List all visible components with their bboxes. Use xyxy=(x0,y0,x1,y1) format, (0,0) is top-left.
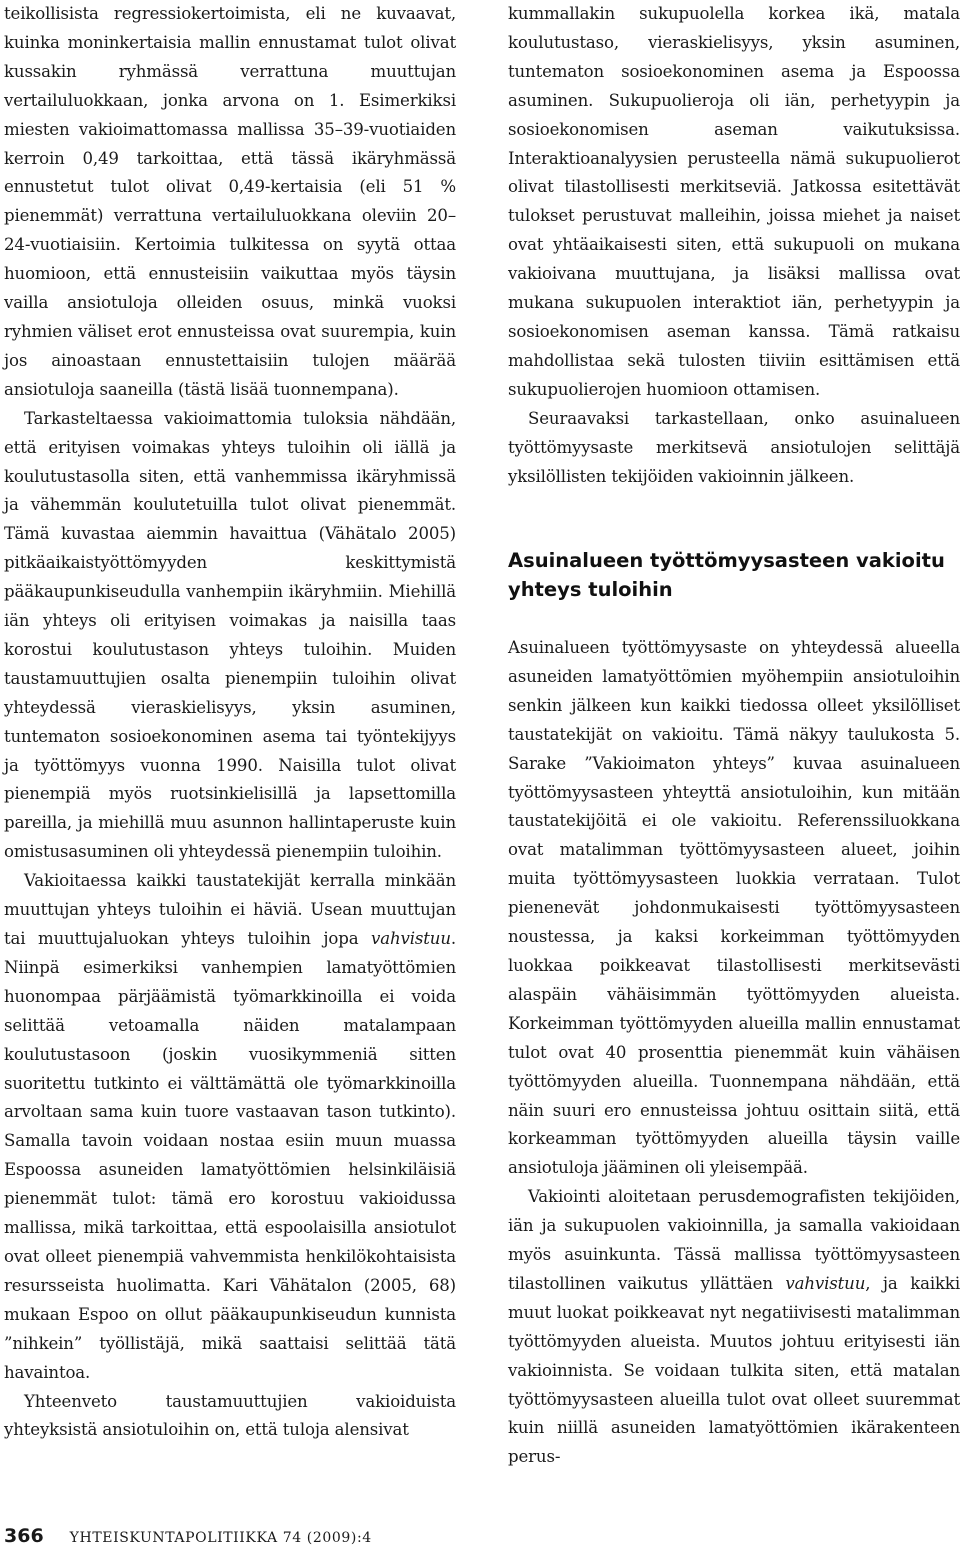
paragraph-text: . Niinpä esimerkiksi vanhempien lamatyöttömien huonompaa pärjäämistä työmarkkinoilla ei voida selittää vetoamalla näiden matalampaan koulutustasoon (joskin vuosikymmeniä sitten suoritettu tutkinto ei välttämättä ole työmarkkinoilla arvoltaan sama kuin tuore vastaavan tason tutkinto). Samalla tavoin voidaan nostaa esiin muun muassa Espoossa asuneiden lamatyöttömien helsinkiläisiä pienemmät tulot: tämä ero korostuu vakioidussa mallissa, mikä tarkoittaa, että espoolaisilla ansiotulot ovat olleet pienempiä vahvemmista henkilökohtaisista resursseista huolimatta. Kari Vähätalon (2005, 68) mukaan Espoo on ollut pääkaupunkiseudun kunnista ”nihkein” työllistäjä, mikä saattaisi selittää tätä havaintoa. xyxy=(4,929,456,1382)
emphasized-word: vahvistuu xyxy=(785,1273,866,1293)
paragraph-text: Vakiointi aloitetaan perusdemografisten tekijöiden, iän ja sukupuolen vakioinnilla, ja samalla vakioidaan myös asuinkunta. Tässä mallissa työttömyysasteen tilastollinen vaikutus yllättäen xyxy=(508,1187,960,1293)
paragraph: teikollisista regressiokertoimista, eli ne kuvaavat, kuinka moninkertaisia mallin ennustamat tulot olivat kussakin ryhmässä verrattuna muuttujan vertailuluokkaan, jonka arvona on 1. Esimerkiksi miesten vakioimattomassa mallissa 35–39-vuotiaiden kerroin 0,49 tarkoittaa, että tässä ikäryhmässä ennustetut tulot olivat 0,49-kertaisia (eli 51 % pienemmät) verrattuna vertailuluokkana oleviin 20–24-vuotiaisiin. Kertoimia tulkitessa on syytä ottaa huomioon, että ennusteisiin vaikuttaa myös täysin vailla ansiotuloja olleiden osuus, minkä vuoksi ryhmien väliset erot ennusteissa ovat suurempia, kuin jos ainoastaan ennustettaisiin tulojen määrää ansiotuloja saaneilla (tästä lisää tuonnempana). xyxy=(4,4,456,399)
paragraph: Seuraavaksi tarkastellaan, onko asuinalueen työttömyysaste merkitsevä ansiotulojen selittäjä yksilöllisten tekijöiden vakioinnin jälkeen. xyxy=(508,408,960,486)
section-heading: Asuinalueen työttömyysasteen vakioitu yhteys tuloihin xyxy=(508,549,945,601)
paragraph xyxy=(4,867,456,1387)
paragraph-text: Vakioitaessa kaikki taustatekijät kerralla minkään muuttujan yhteys tuloihin ei häviä. Usean muuttujan tai muuttujaluokan yhteys tuloihin jopa xyxy=(4,871,456,948)
paragraph: Tarkasteltaessa vakioimattomia tuloksia nähdään, että erityisen voimakas yhteys tuloihin oli iällä ja koulutustasolla siten, että vanhemmissa ikäryhmissä ja vähemmän koulutetuilla tulot olivat pienemmät. Tämä kuvastaa aiemmin havaittua (Vähätalo 2005) pitkäaikaistyöttömyyden keskittymistä pääkaupunkiseudulla vanhempiin ikäryhmiin. Miehillä iän yhteys oli erityisen voimakas ja naisilla taas korostui koulutustason yhteys tuloihin. Muiden taustamuuttujien osalta pienempiin tuloihin olivat yhteydessä vieraskielisyys, yksin asuminen, tuntematon sosioekonominen asema tai työntekijyys ja työttömyys vuonna 1990. Naisilla tulot olivat pienempiä myös ruotsinkielisillä ja lapsettomilla pareilla, ja miehillä muu asunnon hallintaperuste kuin omistusasuminen oli yhteydessä pienempiin tuloihin. xyxy=(4,408,456,862)
right-column-bottom xyxy=(508,634,960,1472)
paragraph xyxy=(508,1183,960,1472)
right-column-top xyxy=(508,0,960,491)
page-footer xyxy=(4,1525,372,1551)
emphasized-word: vahvistuu xyxy=(371,929,451,948)
paragraph: Yhteenveto taustamuuttujien vakioiduista yhteyksistä ansiotuloihin on, että tuloja alensivat xyxy=(4,1391,456,1440)
paragraph: kummallakin sukupuolella korkea ikä, matala koulutustaso, vieraskielisyys, yksin asuminen, tuntematon sosioekonominen asema ja Espoossa asuminen. Sukupuolieroja oli iän, perhetyypin ja sosioekonomisen aseman vaikutuksissa. Interaktioanalyysien perusteella nämä sukupuolierot olivat tilastollisesti merkitseviä. Jatkossa esitettävät tulokset perustuvat malleihin, joissa miehet ja naiset ovat yhtäaikaisesti siten, että sukupuoli on mukana vakioivana muuttujana, ja lisäksi mallissa ovat mukana sukupuolen interaktiot iän, perhetyypin ja sosioekonomisen aseman kanssa. Tämä ratkaisu mahdollistaa sekä tulosten tiiviin esittämisen että sukupuolierojen huomioon ottamisen. xyxy=(508,4,960,399)
paragraph-text: , ja kaikki muut luokat poikkeavat nyt negatiivisesti matalimman työttömyyden alueista. Muutos johtuu erityisesti iän vakioinnista. Se voidaan tulkita siten, että matalan työttömyysasteen alueilla tulot ovat olleet suuremmat kuin niillä asuneiden lamatyöttömien ikärakenteen perus- xyxy=(508,1273,960,1467)
paragraph: Asuinalueen työttömyysaste on yhteydessä alueella asuneiden lamatyöttömien myöhempiin ansiotuloihin senkin jälkeen kun kaikki tiedossa olleet yksilölliset taustatekijät on vakioitu. Tämä näkyy taulukosta 5. Sarake ”Vakioimaton yhteys” kuvaa asuinalueen työttömyysasteen yhteyttä ansiotuloihin, kun mitään taustatekijöitä ei ole vakioitu. Referenssiluokkana ovat matalimman työttömyysasteen alueet, joihin muita työttömyysasteen luokkia verrataan. Tulot pienenevät johdonmukaisesti työttömyysasteen noustessa, ja kaksi korkeimman työttömyyden luokkaa poikkeavat tilastollisesti merkitsevästi alaspäin vähäisimmän työttömyyden alueista. Korkeimman työttömyyden alueilla mallin ennustamat tulot ovat 40 prosenttia pienemmät kuin vähäisen työttömyyden alueilla. Tuonnempana nähdään, että näin suuri ero ennusteissa johtuu osittain siitä, että korkeamman työttömyyden alueilla täysin vaille ansiotuloja jääminen oli yleisempää. xyxy=(508,638,960,1178)
page-number: 366 xyxy=(4,1525,44,1547)
journal-name: YHTEISKUNTAPOLITIIKKA 74 (2009):4 xyxy=(69,1530,372,1546)
left-column xyxy=(4,0,456,1445)
